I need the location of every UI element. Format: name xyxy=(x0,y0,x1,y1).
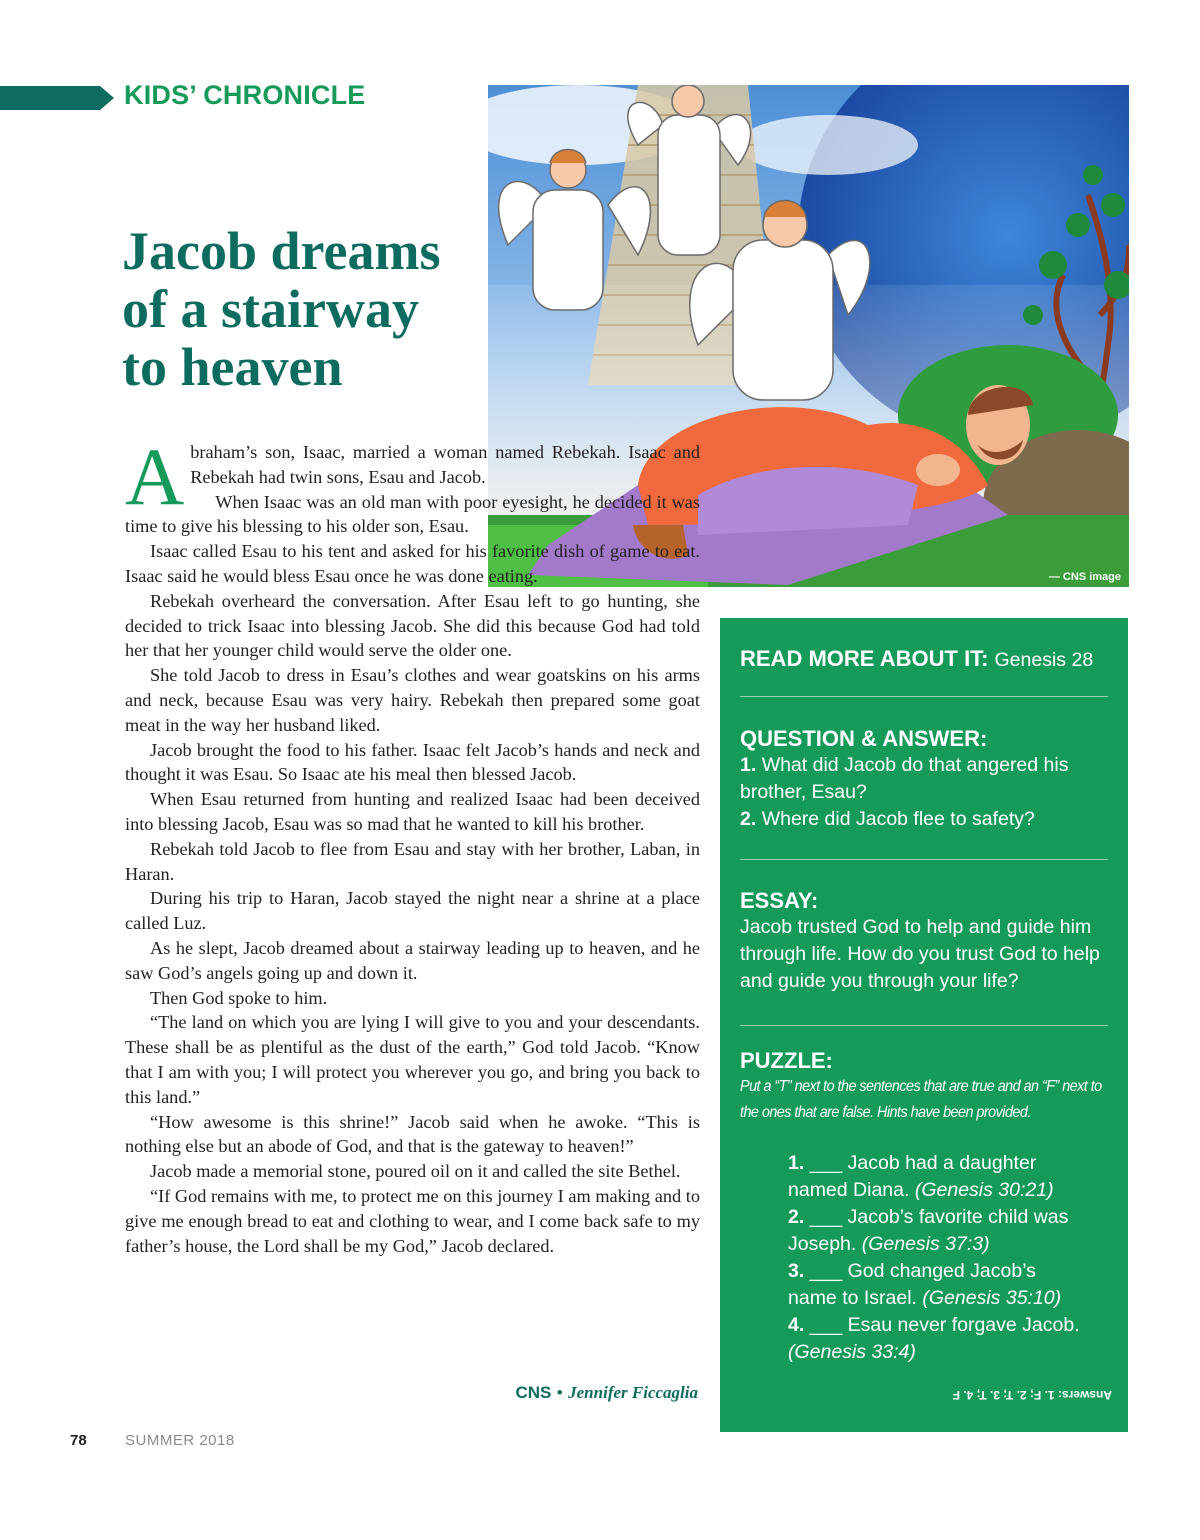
divider xyxy=(740,696,1108,697)
section-bar xyxy=(0,86,100,110)
puzzle-section xyxy=(740,1048,1108,1126)
paragraph: Rebekah told Jacob to flee from Esau and stay with her brother, Laban, in Haran. xyxy=(125,838,700,884)
paragraph: When Isaac was an old man with poor eyesight, he decided it was time to give his blessing to his older son, Esau. xyxy=(125,491,700,537)
puzzle-item-text: ___ Jacob’s favorite child was Joseph. xyxy=(788,1206,1069,1255)
paragraph: “The land on which you are lying I will give to you and your descendants. These shall be as plentiful as the dust of the earth,” God told Jacob. “Know that I am with you; I will protect you wherever you go, and bring you back to this land.” xyxy=(125,1012,700,1107)
page-number: 78 xyxy=(70,1432,87,1449)
paragraph: Jacob made a memorial stone, poured oil on it and called the site Bethel. xyxy=(150,1161,681,1182)
question-text: Where did Jacob flee to safety? xyxy=(761,808,1035,830)
article-title xyxy=(122,222,482,396)
drop-cap: A xyxy=(125,431,185,522)
puzzle-item-hint: (Genesis 30:21) xyxy=(914,1179,1054,1201)
question-text: What did Jacob do that angered his brother, Esau? xyxy=(740,754,1069,803)
qa-heading: QUESTION & ANSWER: xyxy=(740,726,988,751)
qa-section xyxy=(740,726,1108,833)
byline-author: Jennifer Ficcaglia xyxy=(568,1383,698,1402)
paragraph: “If God remains with me, to protect me on this journey I am making and to give me enough bread to eat and clothing to wear, and I come back safe to my father’s house, the Lord shall be my God,” Jacob declared. xyxy=(125,1185,700,1256)
puzzle-instructions: Put a “T” next to the sentences that are true and an “F” next to the ones that are false. Hints have been provided. xyxy=(740,1078,1102,1121)
paragraph: As he slept, Jacob dreamed about a stairway leading up to heaven, and he saw God’s angels going up and down it. xyxy=(125,937,700,983)
puzzle-item-text: ___ Esau never forgave Jacob. xyxy=(809,1314,1080,1336)
essay-text: Jacob trusted God to help and guide him through life. How do you trust God to help and guide you through your life? xyxy=(740,916,1100,992)
read-more-heading: READ MORE ABOUT IT: xyxy=(740,646,989,671)
section-label: KIDS’ CHRONICLE xyxy=(124,80,366,110)
paragraph-1-text: braham’s son, Isaac, married a woman named Rebekah. Isaac and Rebekah had twin sons, Esau and Jacob. xyxy=(190,442,700,487)
paragraph: Rebekah overheard the conversation. After Esau left to go hunting, she decided to trick Isaac into blessing Jacob. She did this because God had told her that her younger child would serve the older one. xyxy=(125,590,700,661)
paragraph: Isaac called Esau to his tent and asked for his favorite dish of game to eat. Isaac said he would bless Esau once he was done eating. xyxy=(125,541,700,586)
article-body xyxy=(125,431,700,1258)
paragraph: Jacob brought the food to his father. Isaac felt Jacob’s hands and neck and thought it was Esau. So Isaac ate his meal then blessed Jacob. xyxy=(125,739,700,785)
essay-section xyxy=(740,888,1108,995)
essay-heading: ESSAY: xyxy=(740,888,819,913)
puzzle-item xyxy=(788,1258,1088,1312)
byline-separator: • xyxy=(556,1383,563,1402)
puzzle-item-text: ___ Jacob had a daughter named Diana. xyxy=(788,1152,1037,1201)
puzzle-answers-upside-down: Answers: 1. F; 2. T; 3. T; 4. F xyxy=(952,1388,1112,1402)
puzzle-item xyxy=(788,1312,1088,1366)
puzzle-item-text: ___ God changed Jacob’s name to Israel. xyxy=(788,1260,1036,1309)
puzzle-item xyxy=(788,1204,1088,1258)
puzzle-item-number: 3. xyxy=(788,1260,805,1282)
puzzle-item-number: 2. xyxy=(788,1206,805,1228)
question-number: 2. xyxy=(740,808,757,830)
puzzle-item-number: 4. xyxy=(788,1314,805,1336)
divider xyxy=(740,1025,1108,1026)
puzzle-item-hint: (Genesis 35:10) xyxy=(922,1287,1062,1309)
paragraph: During his trip to Haran, Jacob stayed the night near a shrine at a place called Luz. xyxy=(125,888,700,934)
section-arrow-icon xyxy=(100,86,114,110)
paragraph: When Esau returned from hunting and realized Isaac had been deceived into blessing Jacob, Esau was so mad that he wanted to kill his brother. xyxy=(125,789,700,834)
puzzle-item xyxy=(788,1150,1088,1204)
paragraph: She told Jacob to dress in Esau’s clothes and wear goatskins on his arms and neck, because Esau was very hairy. Rebekah then prepared some goat meat in the way her husband liked. xyxy=(125,665,700,735)
title-line-1: Jacob dreams xyxy=(122,221,441,281)
read-more-reference: Genesis 28 xyxy=(994,649,1094,671)
read-more-section xyxy=(740,646,1108,672)
divider xyxy=(740,859,1108,860)
puzzle-list xyxy=(788,1150,1088,1366)
puzzle-item-number: 1. xyxy=(788,1152,805,1174)
activity-sidebar xyxy=(720,618,1128,1432)
puzzle-item-hint: (Genesis 33:4) xyxy=(788,1341,916,1363)
question-1 xyxy=(740,752,1108,806)
issue-label: SUMMER 2018 xyxy=(125,1432,235,1449)
paragraph: “How awesome is this shrine!” Jacob said when he awoke. “This is nothing else but an abode of God, and that is the gateway to heaven!” xyxy=(125,1111,700,1157)
byline xyxy=(470,1383,698,1403)
image-credit: — CNS image xyxy=(1048,571,1121,583)
question-2 xyxy=(740,806,1108,833)
title-line-3: to heaven xyxy=(122,337,343,397)
title-line-2: of a stairway xyxy=(122,279,419,339)
puzzle-heading: PUZZLE: xyxy=(740,1048,833,1073)
puzzle-item-hint: (Genesis 37:3) xyxy=(861,1233,990,1255)
byline-source: CNS xyxy=(515,1383,552,1402)
paragraph: Then God spoke to him. xyxy=(150,987,328,1008)
question-number: 1. xyxy=(740,754,757,776)
